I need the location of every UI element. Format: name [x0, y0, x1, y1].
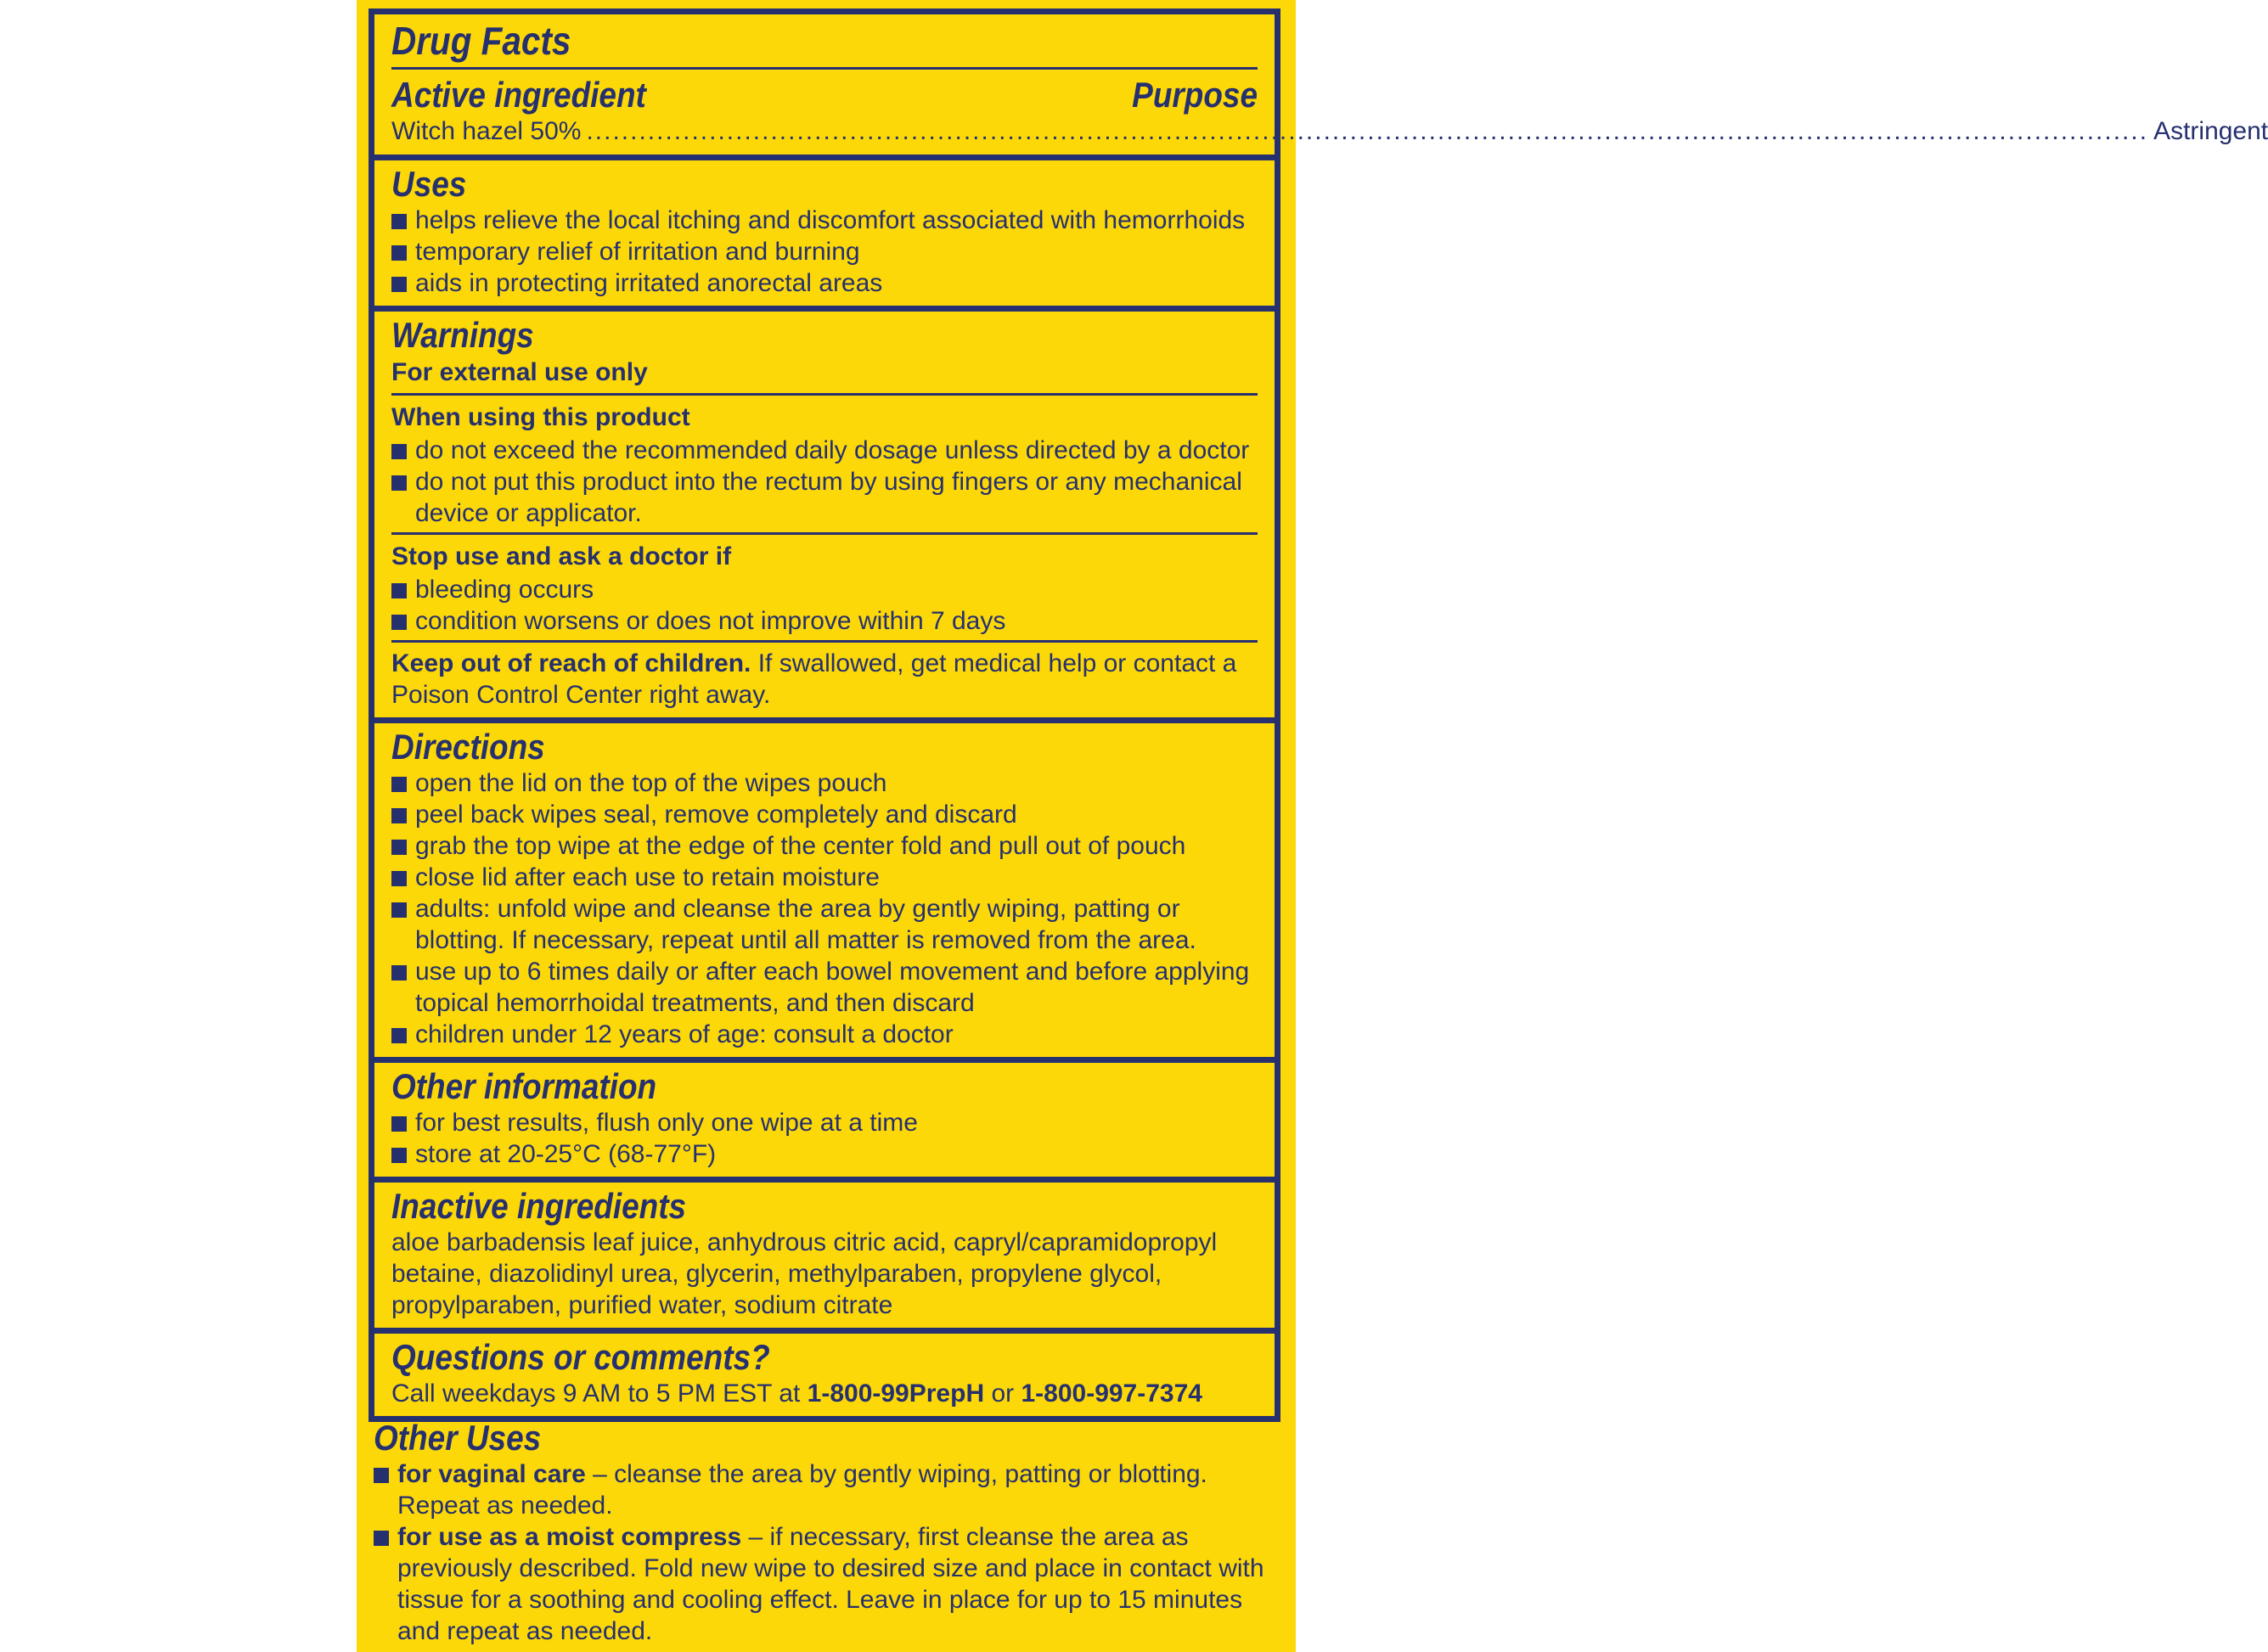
list-item: open the lid on the top of the wipes pouch [391, 767, 1258, 799]
drug-facts-title: Drug Facts [391, 19, 571, 63]
square-bullet-icon [391, 777, 407, 792]
square-bullet-icon [391, 902, 407, 918]
other-uses-list [374, 1458, 1282, 1647]
warnings-section [374, 312, 1275, 723]
other-uses-section [374, 1418, 1282, 1647]
questions-prefix: Call weekdays 9 AM to 5 PM EST at [391, 1379, 808, 1408]
directions-section [374, 723, 1275, 1063]
list-item: helps relieve the local itching and discomfort associated with hemorrhoids [391, 205, 1258, 236]
list-item: peel back wipes seal, remove completely and discard [391, 799, 1258, 830]
directions-heading: Directions [391, 727, 545, 767]
list-item: temporary relief of irritation and burning [391, 236, 1258, 267]
square-bullet-icon [391, 615, 407, 630]
square-bullet-icon [391, 245, 407, 261]
stop-use-heading: Stop use and ask a doctor if [391, 542, 732, 570]
keep-out-bold: Keep out of reach of children. [391, 649, 751, 677]
list-item: bleeding occurs [391, 574, 1258, 605]
square-bullet-icon [391, 808, 407, 823]
square-bullet-icon [391, 871, 407, 886]
square-bullet-icon [391, 277, 407, 292]
list-item: children under 12 years of age: consult a doctor [391, 1019, 1258, 1050]
warnings-heading: Warnings [391, 315, 534, 355]
list-item: aids in protecting irritated anorectal areas [391, 267, 1258, 299]
when-using-heading: When using this product [391, 403, 690, 431]
square-bullet-icon [391, 1116, 407, 1132]
list-item: adults: unfold wipe and cleanse the area by gently wiping, patting or blotting. If necessary, repeat until all matter is removed from the area. [391, 893, 1258, 956]
keep-out-text: If swallowed, get medical help or contact a Poison Control Center right away. [391, 649, 1237, 709]
active-ingredient-heading: Active ingredient [391, 75, 646, 115]
square-bullet-icon [391, 444, 407, 459]
list-item: grab the top wipe at the edge of the center fold and pull out of pouch [391, 830, 1258, 862]
questions-text [391, 1378, 1258, 1409]
directions-list [391, 767, 1258, 1050]
other-uses-heading: Other Uses [374, 1418, 542, 1458]
square-bullet-icon [391, 1148, 407, 1163]
questions-heading: Questions or comments? [391, 1337, 770, 1377]
divider [391, 532, 1258, 535]
list-item: condition worsens or does not improve within 7 days [391, 605, 1258, 637]
list-item: do not exceed the recommended daily dosage unless directed by a doctor [391, 435, 1258, 466]
stop-use-list [391, 574, 1258, 637]
questions-or: or [984, 1379, 1021, 1408]
other-information-section [374, 1063, 1275, 1183]
list-item: for use as a moist compress – if necessary, first cleanse the area as previously described. Fold new wipe to desired size and place in contact with tissue for a soothing and cooling effect. Leave in place for up to 15 minutes and repeat as needed. [374, 1521, 1282, 1647]
square-bullet-icon [391, 214, 407, 229]
list-item: for best results, flush only one wipe at a time [391, 1107, 1258, 1138]
questions-section [374, 1334, 1275, 1416]
square-bullet-icon [391, 1028, 407, 1043]
square-bullet-icon [374, 1468, 389, 1483]
list-item: store at 20-25°C (68-77°F) [391, 1138, 1258, 1170]
square-bullet-icon [391, 965, 407, 981]
uses-list [391, 205, 1258, 299]
external-use-note: For external use only [391, 358, 648, 386]
divider [391, 393, 1258, 396]
square-bullet-icon [391, 583, 407, 598]
inactive-ingredients-text: aloe barbadensis leaf juice, anhydrous citric acid, capryl/capramidopropyl betaine, diazolidinyl urea, glycerin, methylparaben, propylene glycol, propylparaben, purified water, sodium citrate [391, 1228, 1218, 1319]
square-bullet-icon [374, 1531, 389, 1546]
inactive-ingredients-section [374, 1183, 1275, 1334]
phone-number-2: 1-800-997-7374 [1021, 1379, 1202, 1408]
inactive-ingredients-heading: Inactive ingredients [391, 1186, 687, 1226]
drug-facts-box [369, 8, 2268, 1422]
divider [391, 67, 1258, 70]
list-item: for vaginal care – cleanse the area by gently wiping, patting or blotting. Repeat as needed. [374, 1458, 1282, 1521]
keep-out-warning [391, 648, 1258, 711]
when-using-list [391, 435, 1258, 529]
list-item: use up to 6 times daily or after each bowel movement and before applying topical hemorrhoidal treatments, and then discard [391, 956, 1258, 1019]
label-panel [357, 0, 2268, 1652]
uses-section [374, 160, 1275, 312]
purpose-heading: Purpose [1132, 75, 1258, 115]
other-information-list [391, 1107, 1258, 1170]
list-item: close lid after each use to retain moisture [391, 862, 1258, 893]
divider [391, 640, 1258, 643]
square-bullet-icon [391, 475, 407, 491]
other-information-heading: Other information [391, 1066, 657, 1106]
active-ingredient-purpose: Astringent [2153, 117, 2268, 145]
list-item: do not put this product into the rectum by using fingers or any mechanical device or applicator. [391, 466, 1258, 529]
active-ingredient-name: Witch hazel 50% [391, 117, 582, 145]
phone-number-1: 1-800-99PrepH [807, 1379, 985, 1408]
square-bullet-icon [391, 840, 407, 855]
active-ingredient-section [374, 14, 2268, 160]
uses-heading: Uses [391, 164, 467, 204]
dot-leader: .................................................................................................................................................................................. [586, 117, 2149, 145]
